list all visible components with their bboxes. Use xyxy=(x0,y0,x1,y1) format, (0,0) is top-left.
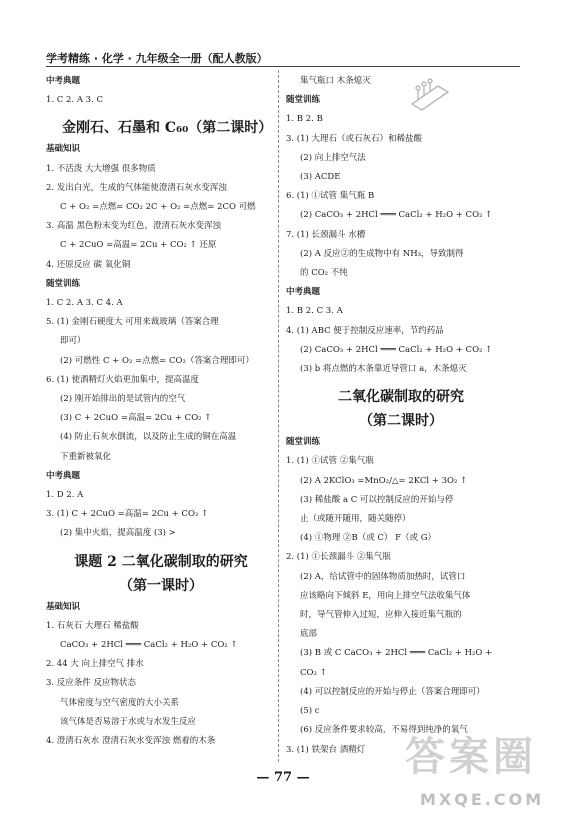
answer-line: 2. 发出白光，生成的气体能使澄清石灰水变浑浊 xyxy=(46,182,227,193)
answer-line: 3. (1) 铁架台 酒精灯 xyxy=(286,744,366,755)
answer-line: 的 CO₂ 不纯 xyxy=(300,268,348,279)
answer-line: (5) c xyxy=(300,706,320,717)
subsection-heading: 基础知识 xyxy=(46,601,81,612)
column-divider xyxy=(278,70,279,762)
watermark-url: MXQE.COM xyxy=(420,790,545,809)
answer-line: 6. (1) 使酒精灯火焰更加集中，提高温度 xyxy=(46,374,200,385)
answer-line: 该气体是否易溶于水或与水发生反应 xyxy=(60,716,197,727)
answer-line: (4) 可以控制反应的开始与停止（答案合理即可） xyxy=(300,686,485,697)
answer-line: (2) CaCO₃ + 2HCl ═══ CaCl₂ + H₂O + CO₂ ↑ xyxy=(300,210,493,221)
answer-line: (3) C + 2CuO =高温= 2Cu + CO₂ ↑ xyxy=(60,413,212,424)
subsection-heading: 随堂训练 xyxy=(286,437,321,448)
section-title: 金刚石、石墨和 C₆₀（第二课时） xyxy=(62,120,273,137)
watermark-logo: 答案圈 xyxy=(405,734,537,780)
answer-line: 3. 反应条件 反应物状态 xyxy=(46,678,137,689)
subsection-heading: 基础知识 xyxy=(46,144,81,155)
answer-line: (3) 稀盐酸 a C 可以控制反应的开始与停 xyxy=(300,494,454,505)
right-column xyxy=(286,72,516,760)
answer-line: (2) 可燃性 C + O₂ =点燃= CO₂（答案合理即可） xyxy=(60,355,254,366)
answer-line: (3) ACDE xyxy=(300,172,341,183)
answer-line: 1. C 2. A 3. C 4. A xyxy=(46,298,123,309)
answer-line: 气体密度与空气密度的大小关系 xyxy=(60,697,180,708)
answer-line: 1. 不活泼 大大增强 很多物质 xyxy=(46,163,156,174)
answer-line: C + 2CuO =高温= 2Cu + CO₂ ↑ 还原 xyxy=(60,240,217,251)
answer-line: C + O₂ =点燃= CO₂ 2C + O₂ =点燃= 2CO 可燃 xyxy=(60,202,256,213)
answer-line: 集气瓶口 木条熄灭 xyxy=(300,76,371,86)
header-rule xyxy=(46,66,520,67)
page-header: 学考精练 · 化学 · 九年级全一册（配人教版） xyxy=(46,52,268,65)
answer-line: 止（或随开随用，随关随停） xyxy=(300,514,411,525)
answer-line: 1. (1) ①试管 ②集气瓶 xyxy=(286,456,374,467)
answer-line: (4) 防止石灰水倒流，以及防止生成的铜在高温 xyxy=(60,432,237,443)
section-title: 课题 2 二氧化碳制取的研究 xyxy=(74,553,248,570)
subsection-heading: 中考典题 xyxy=(46,76,81,86)
answer-line: 2. 44 大 向上排空气 排水 xyxy=(46,659,144,670)
page-number: — 77 — xyxy=(256,770,310,785)
subsection-heading: 中考典题 xyxy=(46,470,81,481)
section-title: 二氧化碳制取的研究 xyxy=(338,389,464,406)
answer-line: 4. (1) ABC 便于控制反应速率，节约药品 xyxy=(286,325,444,336)
answer-line: (2) CaCO₃ + 2HCl ═══ CaCl₂ + H₂O + CO₂ ↑ xyxy=(300,344,493,355)
answer-line: 应该略向下倾斜 E，用向上排空气法收集气体 xyxy=(300,590,471,601)
answer-line: CO₂ ↑ xyxy=(300,667,327,678)
answer-line: 4. 还原反应 碳 氧化铜 xyxy=(46,259,131,270)
answer-line: 1. B 2. C 3. A xyxy=(286,306,343,317)
answer-line: 3. 高温 黑色粉末变为红色，澄清石灰水变浑浊 xyxy=(46,221,222,232)
answer-line: 底部 xyxy=(300,629,318,640)
answer-line: 7. (1) 长颈漏斗 水槽 xyxy=(286,229,366,240)
subsection-heading: 随堂训练 xyxy=(286,95,321,106)
answer-line: (6) 反应条件要求较高，不易得到纯净的氧气 xyxy=(300,725,468,736)
answer-line: 即可） xyxy=(60,336,86,347)
section-title: （第一课时） xyxy=(119,577,203,594)
answer-line: 3. (1) 大理石（或石灰石）和稀盐酸 xyxy=(286,133,423,144)
section-title: （第二课时） xyxy=(359,413,443,430)
answer-line: 6. (1) ①试管 集气瓶 B xyxy=(286,191,375,202)
answer-line: 2. (1) ①长颈漏斗 ②集气瓶 xyxy=(286,552,391,563)
answer-line: 1. D 2. A xyxy=(46,490,84,501)
answer-line: (2) A 2KClO₃ =MnO₂/△= 2KCl + 3O₂ ↑ xyxy=(300,475,468,486)
left-column xyxy=(46,72,276,751)
answer-line: 时，导气管伸入过短，应伸入接近集气瓶的 xyxy=(300,610,462,621)
answer-line: 4. 澄清石灰水 澄清石灰水变浑浊 燃着的木条 xyxy=(46,736,216,747)
answer-line: 1. B 2. B xyxy=(286,114,323,125)
answer-line: (3) b 将点燃的木条靠近导管口 a，木条熄灭 xyxy=(300,364,467,375)
answer-line: (3) B 或 C CaCO₃ + 2HCl ═══ CaCl₂ + H₂O + xyxy=(300,648,493,659)
answer-line: 3. (1) C + 2CuO =高温= 2Cu + CO₂ ↑ xyxy=(46,509,209,520)
answer-line: (2) 集中火焰，提高温度 (3) > xyxy=(60,528,176,539)
answer-line: (4) ①物理 ②B（或 C） F（或 G） xyxy=(300,533,436,544)
answer-line: (2) 刚开始排出的是试管内的空气 xyxy=(60,394,186,405)
answer-line: 5. (1) 金刚石硬度大 可用来裁玻璃（答案合理 xyxy=(46,317,219,328)
answer-line: 1. 石灰石 大理石 稀盐酸 xyxy=(46,620,139,631)
answer-line: CaCO₃ + 2HCl ═══ CaCl₂ + H₂O + CO₂ ↑ xyxy=(60,640,238,651)
answer-line: 下重新被氧化 xyxy=(60,451,112,462)
answer-line: (2) 向上排空气法 xyxy=(300,152,366,163)
answer-line: (2) A，给试管中的固体物质加热时，试管口 xyxy=(300,571,466,582)
answer-line: 1. C 2. A 3. C xyxy=(46,95,103,106)
answer-line: (2) A 反应②的生成物中有 NH₃，导致制得 xyxy=(300,248,464,259)
subsection-heading: 中考典题 xyxy=(286,287,321,298)
subsection-heading: 随堂训练 xyxy=(46,278,81,289)
